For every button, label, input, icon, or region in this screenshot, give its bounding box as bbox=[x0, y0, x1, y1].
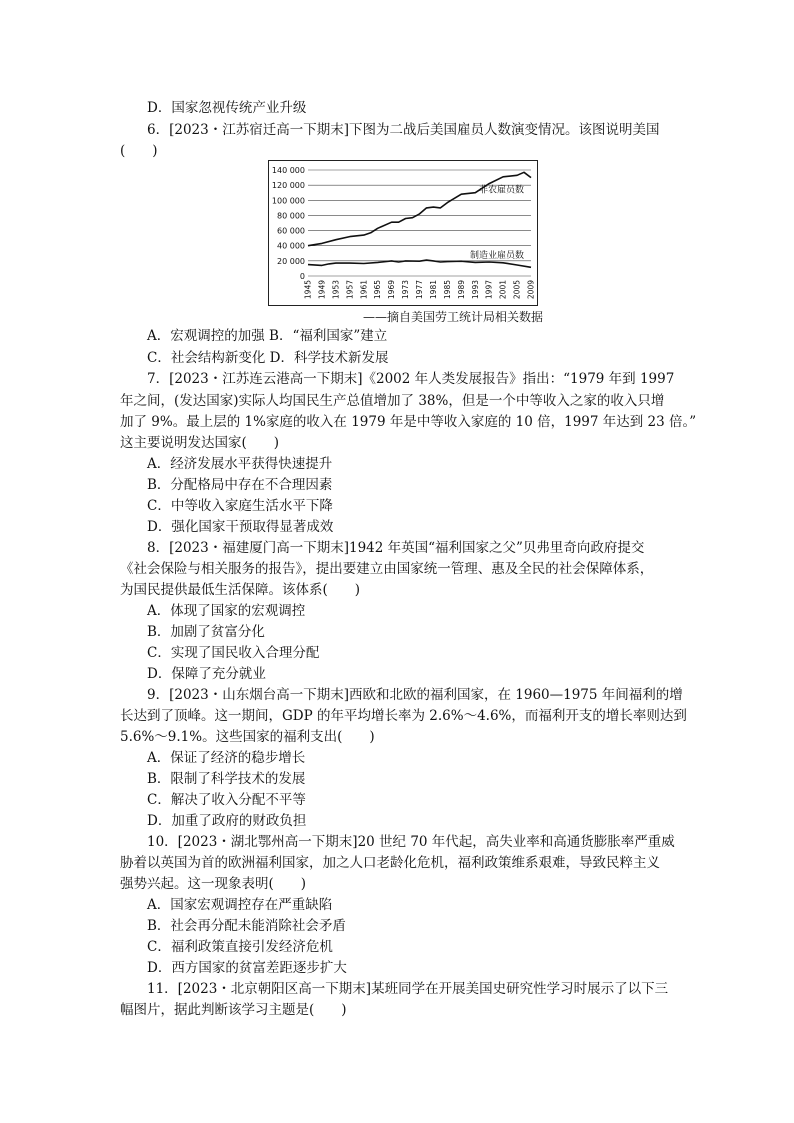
q10-option-b: B．社会再分配未能消除社会矛盾 bbox=[147, 918, 346, 934]
q7-stem-line-2: 年之间，(发达国家)实际人均国民生产总值增加了 38%，但是一个中等收入之家的收入只增 bbox=[120, 393, 665, 409]
x-tick-label: 1977 bbox=[415, 280, 424, 300]
x-tick-label: 1957 bbox=[345, 280, 355, 300]
y-tick-label: 80 000 bbox=[277, 211, 305, 221]
q8-option-a: A．体现了国家的宏观调控 bbox=[147, 603, 306, 619]
x-tick-label: 1985 bbox=[442, 280, 452, 300]
series-label: 制造业雇员数 bbox=[470, 250, 525, 261]
series-line bbox=[308, 260, 531, 267]
q7-stem-line-4: 这主要说明发达国家( ) bbox=[120, 435, 280, 451]
q9-option-d: D．加重了政府的财政负担 bbox=[147, 813, 307, 829]
q7-option-b: B．分配格局中存在不合理因素 bbox=[147, 477, 333, 493]
q9-stem-line-2: 长达到了顶峰。这一期间，GDP 的年平均增长率为 2.6%～4.6%，而福利开支的增长率则达到 bbox=[120, 708, 687, 724]
q10-stem-line-2: 胁着以英国为首的欧洲福利国家，加之人口老龄化危机，福利政策维系艰难，导致民粹主义 bbox=[120, 855, 660, 871]
x-tick-label: 1981 bbox=[428, 280, 438, 300]
x-tick-label: 2009 bbox=[526, 280, 536, 300]
x-tick-label: 1945 bbox=[303, 280, 313, 300]
q10-option-c: C．福利政策直接引发经济危机 bbox=[147, 939, 333, 955]
x-tick-label: 1973 bbox=[401, 280, 411, 300]
x-tick-label: 2005 bbox=[512, 280, 522, 300]
q7-option-d: D．强化国家干预取得显著成效 bbox=[147, 519, 334, 535]
x-tick-label: 1989 bbox=[456, 280, 466, 300]
q10-stem-line-1: 10．[2023・湖北鄂州高一下期末]20 世纪 70 年代起，高失业率和高通货膨胀率严重威 bbox=[147, 834, 675, 850]
q9-stem-line-3: 5.6%～9.1%。这些国家的福利支出( ) bbox=[120, 729, 375, 745]
y-tick-label: 40 000 bbox=[277, 241, 305, 251]
q8-option-b: B．加剧了贫富分化 bbox=[147, 624, 265, 640]
q10-stem-line-3: 强势兴起。这一现象表明( ) bbox=[120, 876, 307, 892]
chart-source: ——摘自美国劳工统计局相关数据 bbox=[363, 310, 544, 324]
q8-option-d: D．保障了充分就业 bbox=[147, 666, 266, 682]
series-line bbox=[308, 172, 531, 245]
series-label: 非农雇员数 bbox=[479, 185, 525, 196]
employment-chart bbox=[268, 160, 538, 306]
q7-option-c: C．中等收入家庭生活水平下降 bbox=[147, 498, 333, 514]
x-tick-label: 1953 bbox=[331, 280, 341, 300]
y-tick-label: 60 000 bbox=[277, 226, 305, 236]
x-tick-label: 1969 bbox=[387, 280, 397, 300]
y-tick-label: 100 000 bbox=[271, 196, 305, 206]
q7-stem-line-3: 加了 9%。最上层的 1%家庭的收入在 1979 年是中等收入家庭的 10 倍，1997 年达到 23 倍。” bbox=[120, 414, 697, 430]
y-tick-label: 140 000 bbox=[271, 166, 305, 175]
q9-option-a: A．保证了经济的稳步增长 bbox=[147, 750, 306, 766]
q6-stem-line-2: ( ) bbox=[120, 143, 158, 159]
x-tick-label: 1961 bbox=[359, 280, 369, 300]
q8-option-c: C．实现了国民收入合理分配 bbox=[147, 645, 320, 661]
q10-option-a: A．国家宏观调控存在严重缺陷 bbox=[147, 897, 333, 913]
q6-stem-line-1: 6．[2023・江苏宿迁高一下期末]下图为二战后美国雇员人数演变情况。该图说明美国 bbox=[147, 122, 660, 138]
x-tick-label: 1965 bbox=[373, 280, 383, 300]
q11-stem-line-2: 幅图片，据此判断该学习主题是( ) bbox=[120, 1002, 347, 1018]
q7-stem-line-1: 7．[2023・江苏连云港高一下期末]《2002 年人类发展报告》指出：“1979 年到 1997 bbox=[147, 371, 675, 387]
x-tick-label: 1993 bbox=[470, 280, 480, 300]
q5-option-d: D．国家忽视传统产业升级 bbox=[147, 100, 307, 116]
q9-option-b: B．限制了科学技术的发展 bbox=[147, 771, 306, 787]
x-tick-label: 2001 bbox=[498, 280, 508, 300]
y-tick-label: 0 bbox=[299, 272, 305, 281]
employment-chart-svg bbox=[269, 161, 537, 305]
q7-option-a: A．经济发展水平获得快速提升 bbox=[147, 456, 333, 472]
q9-stem-line-1: 9．[2023・山东烟台高一下期末]西欧和北欧的福利国家，在 1960—1975 年间福利的增 bbox=[147, 687, 683, 703]
y-tick-label: 20 000 bbox=[277, 256, 305, 266]
q11-stem-line-1: 11．[2023・北京朝阳区高一下期末]某班同学在开展美国史研究性学习时展示了以下三 bbox=[147, 981, 669, 997]
q8-stem-line-2: 《社会保险与相关服务的报告》，提出要建立由国家统一管理、惠及全民的社会保障体系， bbox=[120, 561, 654, 577]
q9-option-c: C．解决了收入分配不平等 bbox=[147, 792, 306, 808]
x-tick-label: 1949 bbox=[317, 280, 327, 300]
q8-stem-line-3: 为国民提供最低生活保障。该体系( ) bbox=[120, 582, 361, 598]
x-tick-label: 1997 bbox=[484, 280, 494, 300]
q8-stem-line-1: 8．[2023・福建厦门高一下期末]1942 年英国“福利国家之父”贝弗里奇向政府提交 bbox=[147, 540, 645, 556]
q10-option-d: D．西方国家的贫富差距逐步扩大 bbox=[147, 960, 347, 976]
y-tick-label: 120 000 bbox=[271, 181, 305, 191]
q6-option-ab: A．宏观调控的加强 B．“福利国家”建立 bbox=[147, 328, 388, 344]
q6-option-cd: C．社会结构新变化 D．科学技术新发展 bbox=[147, 350, 389, 366]
